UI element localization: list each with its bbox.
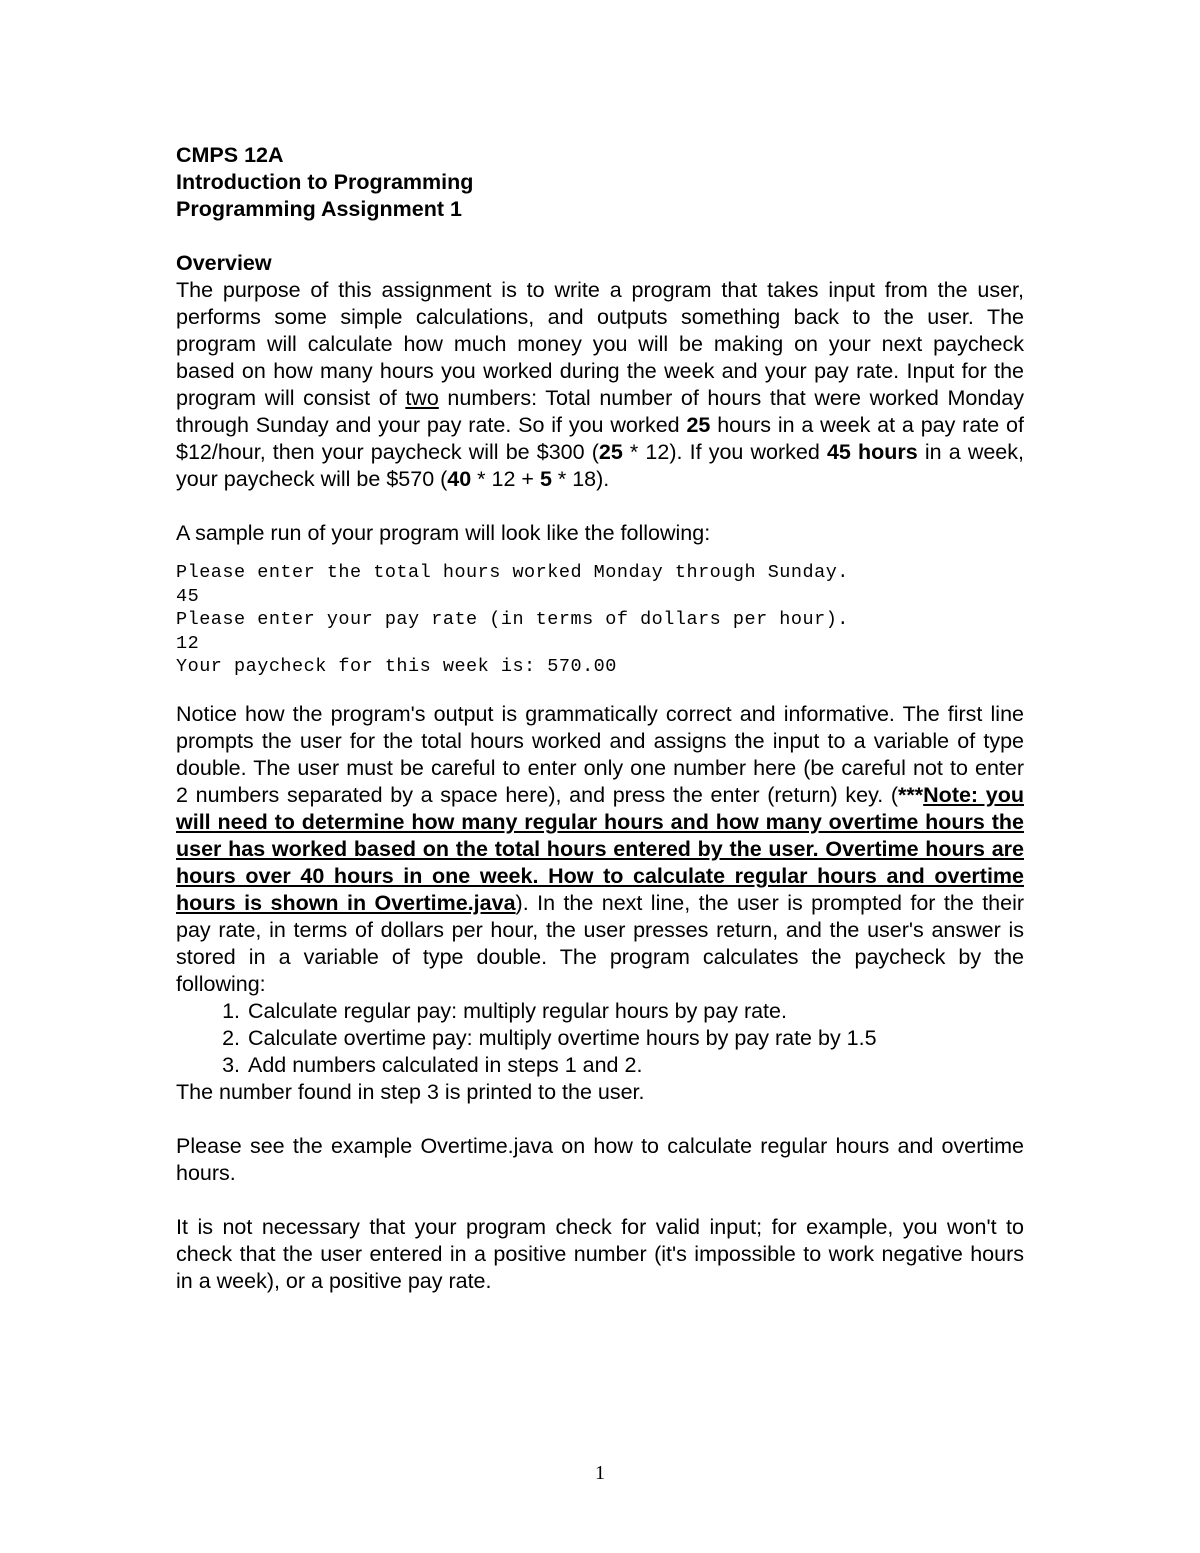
page-number: 1 [595,1462,605,1484]
bold-25: 25 [686,413,711,437]
document-body [176,142,1024,1295]
underlined-two: two [405,386,439,410]
bold-25b: 25 [598,440,623,464]
overview-text-1: The purpose of this assignment is to write a program that takes input from the user, performs some simple calculations, and outputs something back to the user. The program will calculate how much money you will be making on your next paycheck based on how many hours you worked during the week and your pay rate. Input for the program will consist of [176,278,1024,410]
overview-text-6: * 12 + [471,467,540,491]
note-stars: *** [898,782,924,807]
overview-text-2: numbers: Total number of hours that were worked Monday through Sunday and your pay rate. So if you worked [176,386,1025,437]
bold-underlined-note: Note: you will need to determine how many regular hours and how many overtime hours the user has worked based on the total hours entered by the user. Overtime hours are hours over 40 hours in one week. How to calculate regular hours and overtime hours is shown in Overtime.java [176,782,1024,915]
code-line: 12 [176,632,200,654]
course-title: Introduction to Programming [176,170,474,194]
overview-text-3: hours in a week at a pay rate of $12/hour, then your paycheck will be $300 ( [176,413,1024,464]
notice-paragraph [176,701,1024,998]
steps-list [176,998,1024,1079]
code-line: 45 [176,585,200,607]
overview-text-5: in a week, your paycheck will be $570 ( [176,440,1024,491]
validation-paragraph: It is not necessary that your program check for valid input; for example, you won't to check that the user entered in a positive number (it's impossible to work negative hours in a week), or a positive pay rate. [176,1214,1024,1293]
notice-text-1: Notice how the program's output is grammatically correct and informative. The first line prompts the user for the total hours worked and assigns the input to a variable of type double. The user must be careful to enter only one number here (be careful not to enter 2 numbers separated by a space here), and press the enter (return) key. ( [176,701,1024,807]
bold-5: 5 [539,467,552,491]
list-item: 1. Calculate regular pay: multiply regular hours by pay rate. [246,998,1024,1025]
code-line: Please enter the total hours worked Monday through Sunday. [176,562,849,583]
course-code: CMPS 12A [176,143,284,167]
overview-text-4: * 12). If you worked [622,440,827,464]
bold-40: 40 [447,467,472,491]
notice-text-2: ). In the next line, the user is prompted for the their pay rate, in terms of dollars per hour, the user presses return, and the user's answer is stored in a variable of type double. The program calculates the paycheck by the following: [176,890,1025,996]
after-steps: The number found in step 3 is printed to the user. [176,1079,645,1104]
overview-text-7: * 18). [551,467,610,491]
see-example-paragraph: Please see the example Overtime.java on how to calculate regular hours and overtime hours. [176,1133,1024,1185]
sample-intro: A sample run of your program will look like the following: [176,521,711,545]
bold-45-hours: 45 hours [826,440,918,464]
code-line: Please enter your pay rate (in terms of dollars per hour). [176,609,849,631]
overview-paragraph [176,277,1024,493]
sample-run-code [176,561,1024,679]
list-item: 2. Calculate overtime pay: multiply overtime hours by pay rate by 1.5 [246,1025,1024,1052]
overview-heading: Overview [176,251,272,275]
code-line: Your paycheck for this week is: 570.00 [176,656,617,678]
list-item: 3. Add numbers calculated in steps 1 and 2. [246,1052,1024,1079]
assignment-title: Programming Assignment 1 [176,197,462,221]
